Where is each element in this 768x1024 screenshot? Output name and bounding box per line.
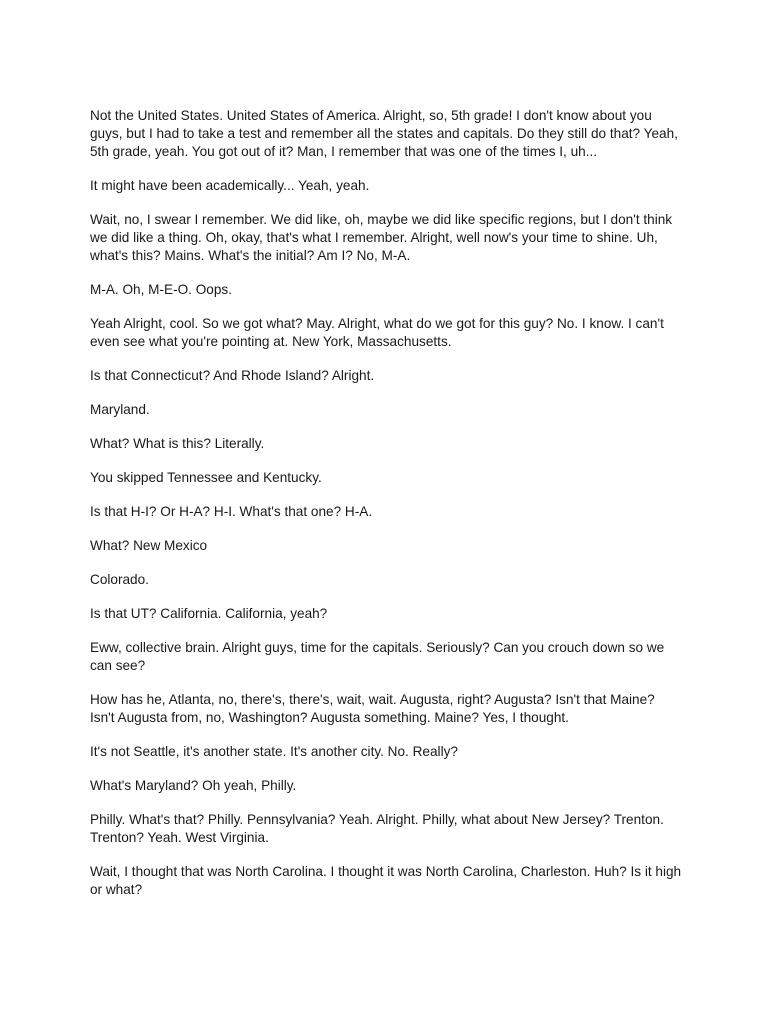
paragraph: Colorado. <box>90 572 149 587</box>
paragraph: You skipped Tennessee and Kentucky. <box>90 470 322 485</box>
paragraph: It might have been academically... Yeah, yeah. <box>90 178 370 193</box>
paragraph: How has he, Atlanta, no, there's, there's, wait, wait. Augusta, right? Augusta? Isn't that Maine? Isn't Augusta from, no, Washington? Augusta something. Maine? Yes, I thought. <box>90 692 655 725</box>
paragraph: M-A. Oh, M-E-O. Oops. <box>90 282 232 297</box>
paragraph: Philly. What's that? Philly. Pennsylvania? Yeah. Alright. Philly, what about New Jersey? Trenton. Trenton? Yeah. West Virginia. <box>90 812 664 845</box>
paragraph: What? What is this? Literally. <box>90 436 265 451</box>
paragraph: Eww, collective brain. Alright guys, time for the capitals. Seriously? Can you crouch down so we can see? <box>90 640 665 673</box>
paragraph: What? New Mexico <box>90 538 208 553</box>
paragraph: Wait, I thought that was North Carolina. I thought it was North Carolina, Charleston. Huh? Is it high or what? <box>90 864 682 897</box>
paragraph: Not the United States. United States of America. Alright, so, 5th grade! I don't know about you guys, but I had to take a test and remember all the states and capitals. Do they still do that? Yeah, 5th grade, yeah. You got out of it? Man, I remember that was one of the times I, uh... <box>90 108 678 159</box>
paragraph: Maryland. <box>90 402 150 417</box>
paragraph: Yeah Alright, cool. So we got what? May. Alright, what do we got for this guy? No. I know. I can't even see what you're pointing at. New York, Massachusetts. <box>90 316 664 349</box>
paragraph: Wait, no, I swear I remember. We did like, oh, maybe we did like specific regions, but I don't think we did like a thing. Oh, okay, that's what I remember. Alright, well now's your time to shine. Uh, what's this? Mains. What's the initial? Am I? No, M-A. <box>90 212 673 263</box>
paragraph: Is that Connecticut? And Rhode Island? Alright. <box>90 368 375 383</box>
paragraph: Is that H-I? Or H-A? H-I. What's that one? H-A. <box>90 504 373 519</box>
paragraph: What's Maryland? Oh yeah, Philly. <box>90 778 297 793</box>
paragraph: Is that UT? California. California, yeah? <box>90 606 328 621</box>
transcript-body <box>90 107 682 915</box>
paragraph: It's not Seattle, it's another state. It's another city. No. Really? <box>90 744 458 759</box>
